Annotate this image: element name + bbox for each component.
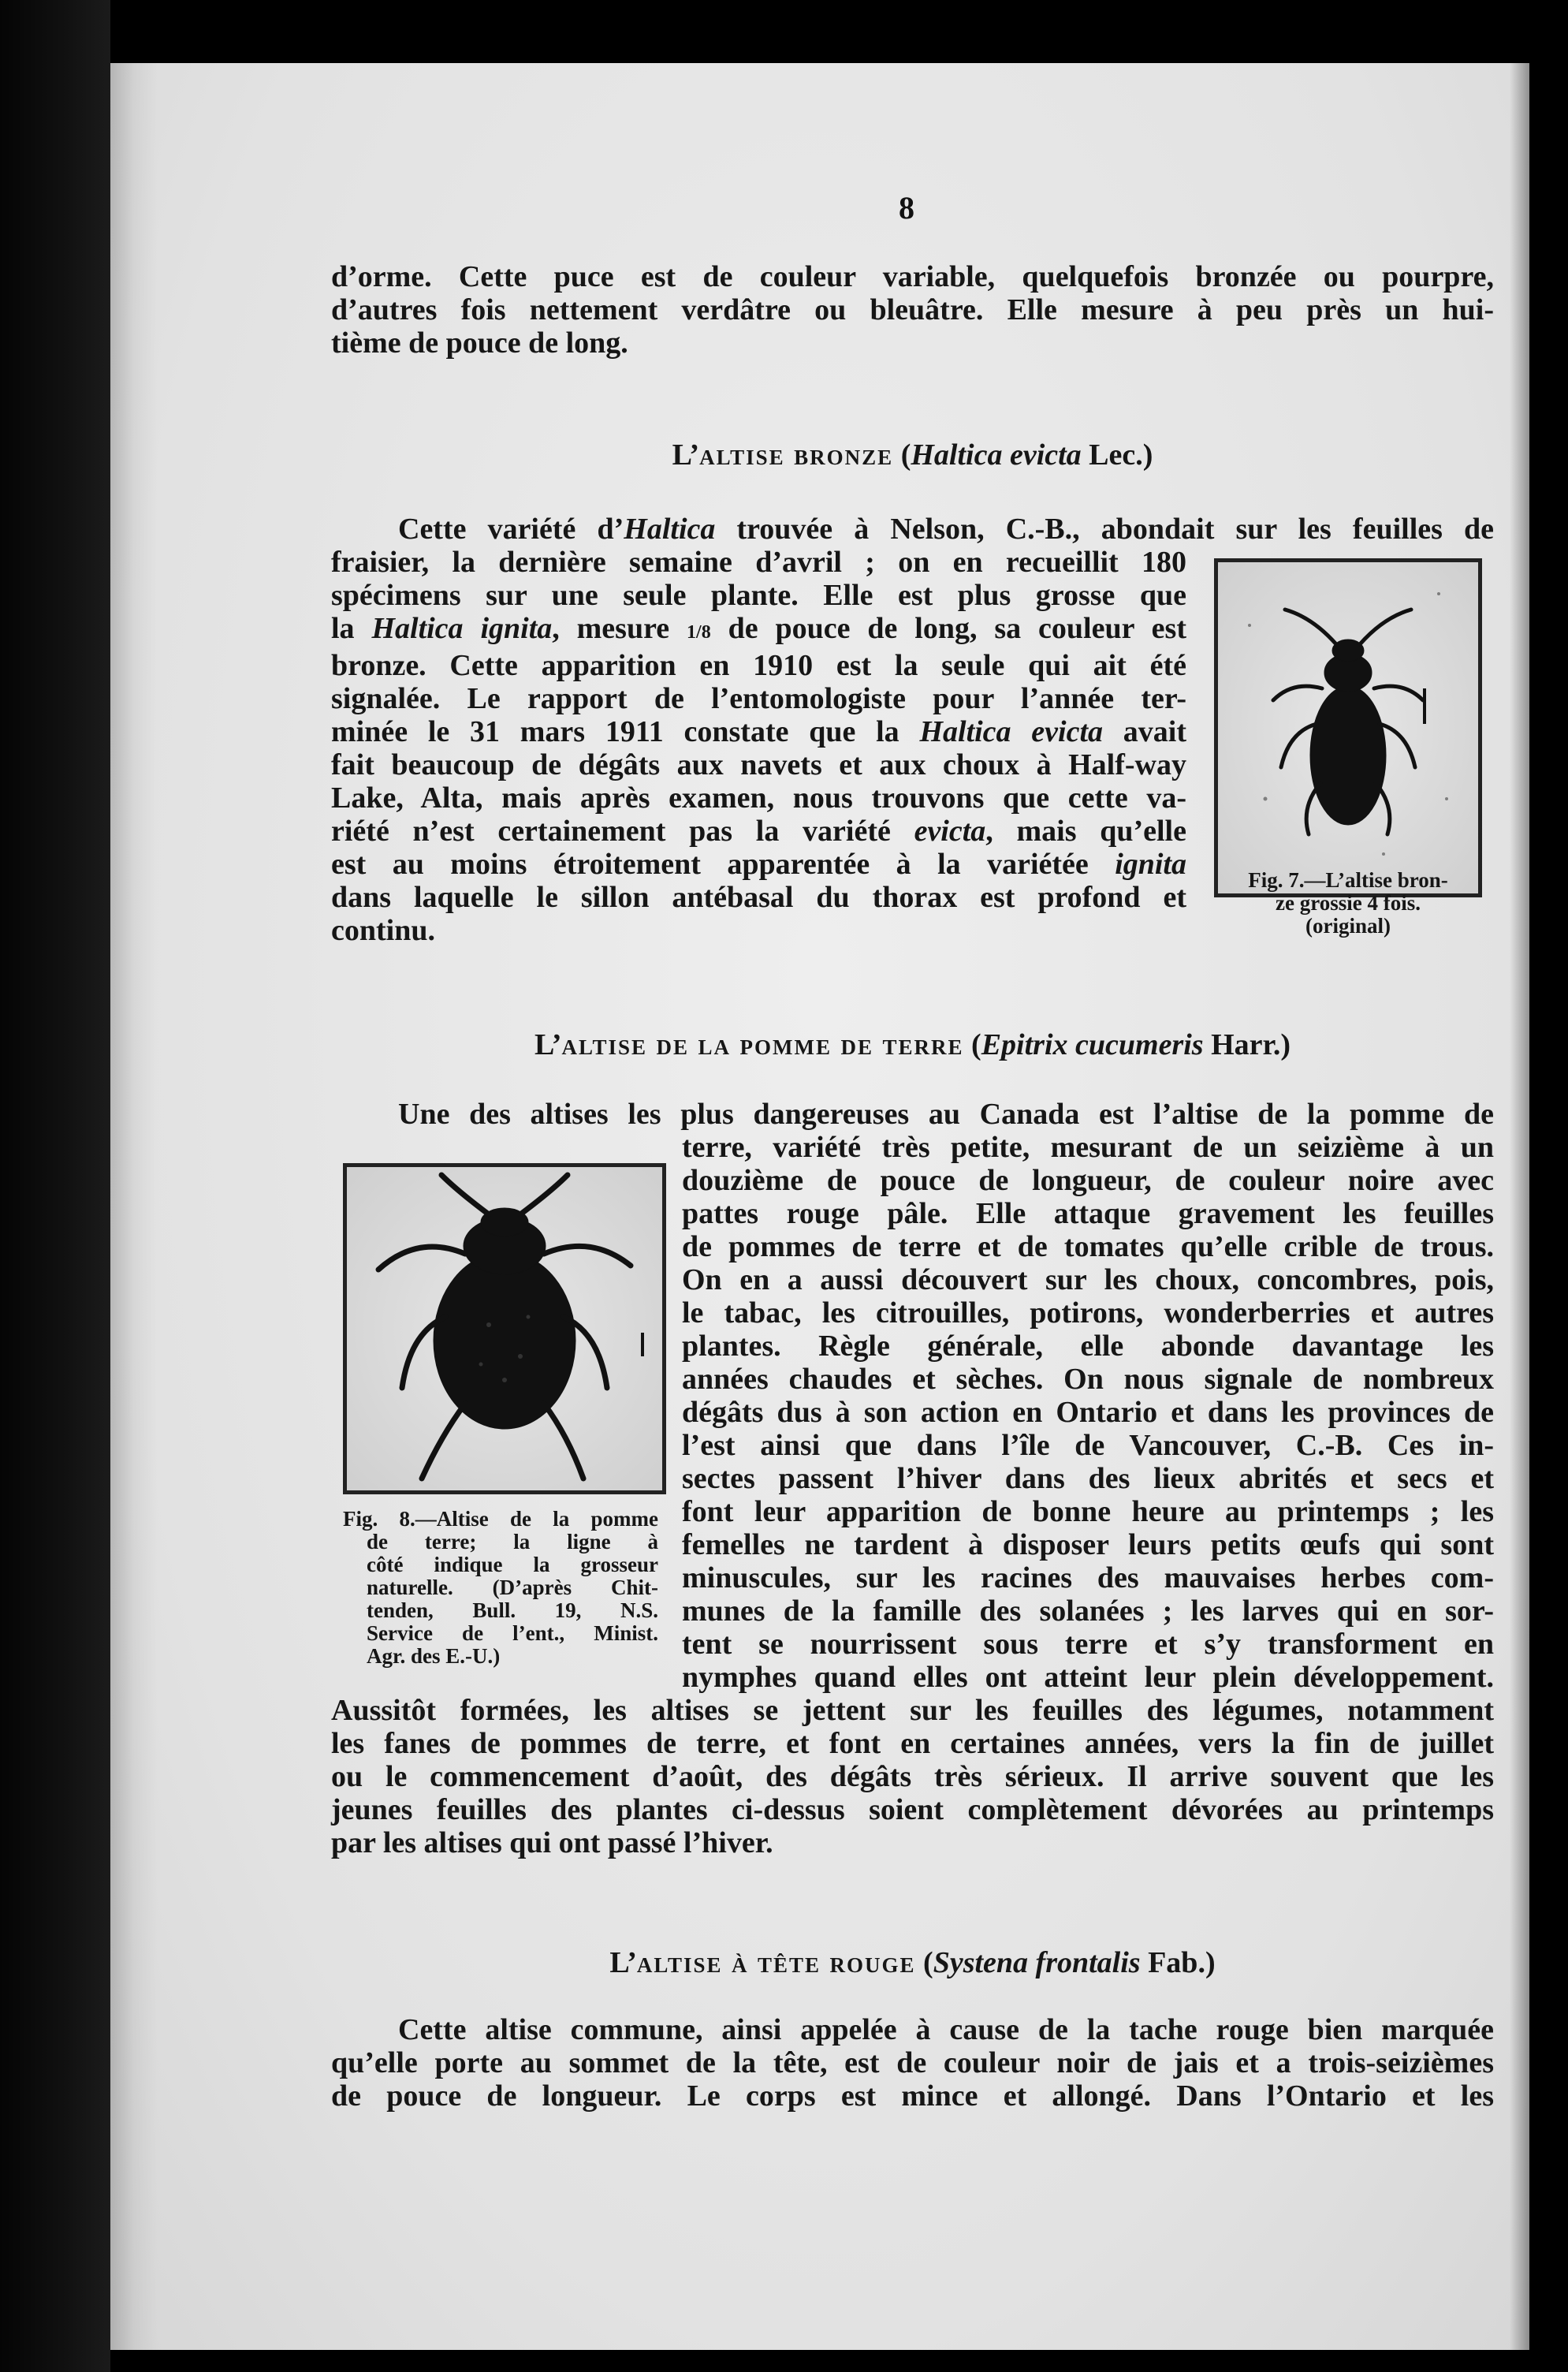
heading-species: Epitrix cucumeris (981, 1028, 1204, 1061)
heading-author: Lec.) (1081, 438, 1153, 472)
text-line: tent se nourrissent sous terre et s’y transforment en (682, 1628, 1494, 1661)
figure-8-caption (343, 1508, 658, 1668)
heading-title: altise à tête rouge (636, 1946, 916, 1979)
section-heading-altise-bronze (331, 438, 1494, 472)
heading-species: Haltica evicta (911, 438, 1082, 472)
text-line: Lake, Alta, mais après examen, nous trouvons que cette va- (331, 781, 1186, 815)
page-number: 8 (899, 190, 914, 226)
section-heading-altise-pomme-de-terre (331, 1027, 1494, 1062)
text-line: de pouce de longueur. Le corps est mince et allongé. Dans l’Ontario et les (331, 2079, 1494, 2113)
text-line: fait beaucoup de dégâts aux navets et aux choux à Half-way (331, 748, 1186, 781)
binding-shadow (1510, 63, 1529, 2350)
text-line: de pommes de terre et de tomates qu’elle crible de trous. (682, 1230, 1494, 1263)
text-line: dégâts dus à son action en Ontario et dans les provinces de (682, 1396, 1494, 1429)
caption-line: côté indique la grosseur (367, 1553, 658, 1576)
text-line: continu. (331, 914, 435, 947)
heading-paren: ( (915, 1946, 933, 1979)
text-line: font leur apparition de bonne heure au printemps ; les (682, 1495, 1494, 1528)
heading-title: altise bronze (699, 438, 894, 472)
heading-paren: ( (963, 1028, 981, 1061)
text-line: ou le commencement d’août, des dégâts très sérieux. Il arrive souvent que les (331, 1760, 1494, 1793)
text-line: munes de la famille des solanées ; les larves qui en sor- (682, 1594, 1494, 1628)
text-line: Une des altises les plus dangereuses au Canada est l’altise de la pomme de (398, 1098, 1494, 1131)
paragraph-altise-bronze-first-line (398, 513, 1494, 546)
text-line: Cette altise commune, ainsi appelée à cause de la tache rouge bien marquée (398, 2013, 1494, 2046)
caption-line: Service de l’ent., Minist. (367, 1621, 658, 1645)
figure-7-caption (1214, 869, 1482, 938)
heading-author: Fab.) (1140, 1946, 1216, 1979)
text-line: Aussitôt formées, les altises se jettent sur les feuilles des légumes, notamment (331, 1694, 1494, 1727)
text-line: tième de pouce de long. (331, 326, 628, 360)
caption-line: tenden, Bull. 19, N.S. (367, 1598, 658, 1622)
figure-8-image (343, 1163, 666, 1494)
text-line: d’autres fois nettement verdâtre ou bleuâtre. Elle mesure à peu près un hui- (331, 293, 1494, 326)
heading-prefix: L’ (534, 1028, 562, 1061)
figure-7-image (1214, 558, 1482, 897)
left-scan-border (0, 0, 110, 2372)
text-line: plantes. Règle générale, elle abonde davantage les (682, 1330, 1494, 1363)
paragraph-pomme-first-line (398, 1098, 1494, 1131)
caption-line: Agr. des E.-U.) (367, 1644, 501, 1668)
text-line: qu’elle porte au sommet de la tête, est de couleur noir de jais et a trois-seizièmes (331, 2046, 1494, 2079)
text-line: riété n’est certainement pas la variété evicta, mais qu’elle (331, 815, 1186, 848)
right-scan-border (1529, 0, 1568, 2372)
paragraph-continuation (331, 260, 1494, 360)
text-line: femelles ne tardent à disposer leurs petits œufs qui sont (682, 1528, 1494, 1561)
text-line: les fanes de pommes de terre, et font en certaines années, vers la fin de juillet (331, 1727, 1494, 1760)
text-line: dans laquelle le sillon antébasal du thorax est profond et (331, 881, 1186, 914)
paragraph-tete-rouge (331, 2013, 1494, 2113)
text-line: douzième de pouce de longueur, de couleur noire avec (682, 1164, 1494, 1197)
text-line: le tabac, les citrouilles, potirons, wonderberries et autres (682, 1296, 1494, 1330)
text-line: sectes passent l’hiver dans des lieux abrités et secs et (682, 1462, 1494, 1495)
text-line: la Haltica ignita, mesure 1/8 de pouce de long, sa couleur est (331, 612, 1186, 645)
text-line: terre, variété très petite, mesurant de un seizième à un (682, 1131, 1494, 1164)
paragraph-altise-bronze-body (331, 546, 1186, 947)
text-line: pattes rouge pâle. Elle attaque gravement les feuilles (682, 1197, 1494, 1230)
heading-prefix: L’ (609, 1946, 637, 1979)
paragraph-pomme-side-column (682, 1131, 1494, 1694)
section-heading-altise-tete-rouge (331, 1945, 1494, 1980)
paragraph-pomme-continuation (331, 1694, 1494, 1859)
text-line: minée le 31 mars 1911 constate que la Haltica evicta avait (331, 715, 1187, 748)
heading-paren: ( (893, 438, 911, 472)
caption-line: ze grossie 4 fois. (1276, 891, 1421, 915)
text-line: années chaudes et sèches. On nous signale de nombreux (682, 1363, 1494, 1396)
caption-line: Fig. 8.—Altise de la pomme (343, 1507, 658, 1531)
caption-line: naturelle. (D’après Chit- (367, 1576, 658, 1599)
text-line: d’orme. Cette puce est de couleur variable, quelquefois bronzée ou pourpre, (331, 260, 1494, 293)
heading-prefix: L’ (672, 438, 700, 472)
text-line: fraisier, la dernière semaine d’avril ; on en recueillit 180 (331, 546, 1186, 579)
flea-beetle-bronze-illustration (1218, 562, 1478, 893)
flea-beetle-potato-illustration (347, 1167, 662, 1490)
heading-title: altise de la pomme de terre (561, 1028, 964, 1061)
text-line: bronze. Cette apparition en 1910 est la seule qui ait été (331, 649, 1186, 682)
heading-species: Systena frontalis (933, 1946, 1141, 1979)
text-line: signalée. Le rapport de l’entomologiste pour l’année ter- (331, 682, 1186, 715)
text-line: nymphes quand elles ont atteint leur plein développement. (682, 1661, 1494, 1694)
caption-line: de terre; la ligne à (367, 1530, 658, 1553)
heading-author: Harr.) (1203, 1028, 1291, 1061)
text-line: On en a aussi découvert sur les choux, concombres, pois, (682, 1263, 1494, 1296)
text-line: l’est ainsi que dans l’île de Vancouver, C.-B. Ces in- (682, 1429, 1494, 1462)
text-line: par les altises qui ont passé l’hiver. (331, 1826, 773, 1859)
caption-line: Fig. 7.—L’altise bron- (1248, 868, 1448, 892)
caption-line: (original) (1305, 914, 1391, 938)
text-line: spécimens sur une seule plante. Elle est plus grosse que (331, 579, 1186, 612)
text-line: jeunes feuilles des plantes ci-dessus soient complètement dévorées au printemps (331, 1793, 1494, 1826)
text-line: est au moins étroitement apparentée à la variétée ignita (331, 848, 1186, 881)
text-line: Cette variété d’Haltica trouvée à Nelson, C.-B., abondait sur les feuilles de (398, 513, 1494, 546)
text-line: minuscules, sur les racines des mauvaises herbes com- (682, 1561, 1494, 1594)
